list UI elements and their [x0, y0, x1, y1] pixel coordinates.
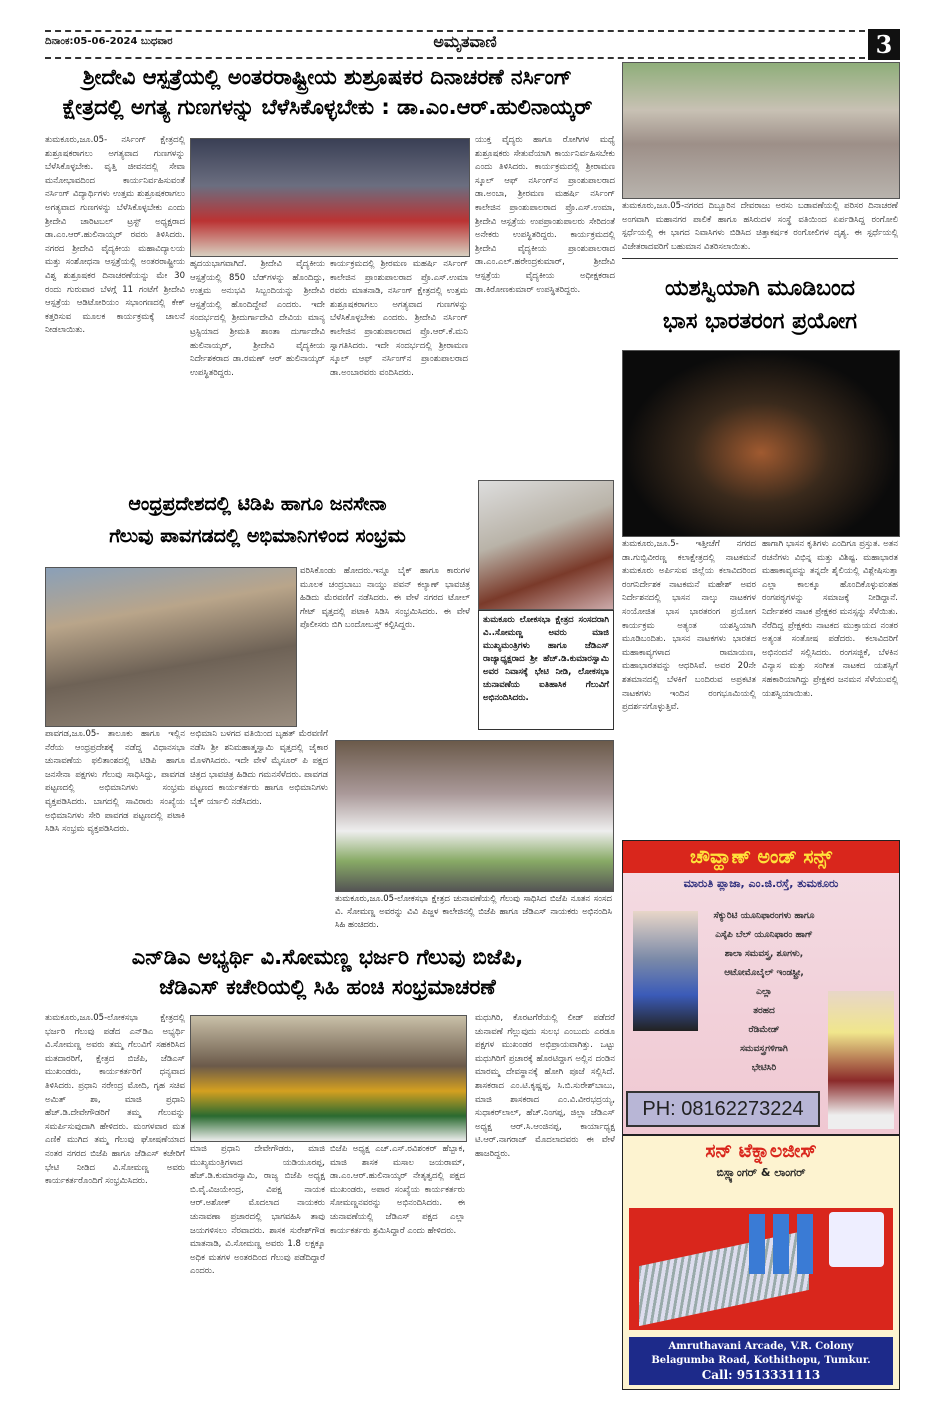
- headline-line: ಆಂಧ್ರಪ್ರದೇಶದಲ್ಲಿ ಟಿಡಿಪಿ ಹಾಗೂ ಜನಸೇನಾ: [128, 493, 387, 515]
- theatre-col2: ಹಾಗಾಗಿ ಭಾಸನ ಕೃತಿಗಳು ಎಂದಿಗೂ ಪ್ರಸ್ತುತ. ಅತನ ರಚನೆಗಳು ವಿಭಿನ್ನ ಮತ್ತು ವಿಶಿಷ್ಟ. ಮಹಾಭಾರತ ಮಹಾಕಾವ್ಯವನ್ನು ತನ್ನದೇ ಶೈಲಿಯಲ್ಲಿ ವಿಶ್ಲೇಷಿಸುತ್ತಾ ಎಲ್ಲಾ ಕಾಲಕ್ಕೂ ಹೊಂದಿಕೊಳ್ಳುವಂತಹ ರಂಗಪಠ್ಯಗಳನ್ನು ಸಮಾಜಕ್ಕೆ ನೀಡಿದ್ದಾನೆ. ನಿರ್ದೇಶಕರ ನಾಟಕ ಪ್ರೇಕ್ಷಕರ ಮನಸ್ಸನ್ನು ಸೆಳೆಯಿತು. ನೆರೆದಿದ್ದ ಪ್ರೇಕ್ಷಕರು ನಾಟಕದ ಮುಕ್ತಾಯದ ನಂತರ ಅತ್ಯಂತ ಸಂತೋಷ ಪಡೆದರು. ಕಲಾವಿದರಿಗೆ ಅಭಿನಂದನೆ ಸಲ್ಲಿಸಿದರು. ರಂಗಸಜ್ಜಿಕೆ, ಬೆಳಕಿನ ವಿನ್ಯಾಸ ಮತ್ತು ಸಂಗೀತ ನಾಟಕದ ಯಶಸ್ಸಿಗೆ ಸಹಕಾರಿಯಾಗಿದ್ದು ಪ್ರೇಕ್ಷಕರ ಜನಮನ ಸೆಳೆಯುವಲ್ಲಿ ಯಶಸ್ವಿಯಾಯಿತು.: [762, 539, 898, 699]
- header-rule-bottom: [45, 57, 865, 59]
- ad1-line: ತರಹದ: [753, 1006, 775, 1016]
- ad1-line: ಎಸ್ಕೆಪಿ ಬೆಲ್ ಯೂನಿಫಾರಂ ಹಾಗ್: [715, 930, 813, 940]
- ad2-address-line: Amruthavani Arcade, V.R. Colony: [668, 1341, 854, 1352]
- article1-headline: [40, 62, 615, 123]
- ad1-line: ಸಮವಸ್ತ್ರಗಳಿಗಾಗಿ: [740, 1044, 788, 1054]
- article3-col2: ಮಾಜಿ ಪ್ರಧಾನಿ ದೇವೇಗೌಡರು, ಮಾಜಿ ಮುಖ್ಯಮಂತ್ರಿಗಳಾದ ಯಡಿಯೂರಪ್ಪ, ಹೆಚ್.ಡಿ.ಕುಮಾರಸ್ವಾಮಿ, ರಾಜ್ಯ ಬಿಜೆಪಿ ಅಧ್ಯಕ್ಷ ಬಿ.ವೈ.ವಿಜಯೇಂದ್ರ, ವಿಪಕ್ಷ ನಾಯಕ ಆರ್.ಅಶೋಕ್ ಮೊದಲಾದ ನಾಯಕರು ಚುನಾವಣಾ ಪ್ರಚಾರದಲ್ಲಿ ಭಾಗವಹಿಸಿ ತಾವು ಜಯಗಳಿಸಲು ನೆರವಾದರು. ಶಾಸಕ ಸುರೇಶ್‌ಗೌಡ ಮಾತನಾಡಿ, ವಿ.ಸೋಮಣ್ಣ ಅವರು 1.8 ಲಕ್ಷಕ್ಕೂ ಅಧಿಕ ಮತಗಳ ಅಂತರದಿಂದ ಗೆಲುವು ಪಡೆದಿದ್ದಾರೆ ಎಂದರು.: [190, 1144, 325, 1277]
- ad2-contact: [629, 1337, 893, 1385]
- ad1-line: ರೆಡಿಮೇಡ್: [748, 1025, 780, 1035]
- article2-col1: ಪಾವಗಡ,ಜೂ.05- ತಾಲೂಕು ಹಾಗೂ ಇಲ್ಲಿನ ನೆರೆಯ ಆಂಧ್ರಪ್ರದೇಶಕ್ಕೆ ನಡೆದ್ದ ವಿಧಾನಸಭಾ ಚುನಾವಣೆಯ ಫಲಿತಾಂಶದಲ್ಲಿ ಟಿಡಿಪಿ ಹಾಗೂ ಜನಸೇನಾ ಪಕ್ಷಗಳು ಗೆಲುವು ಸಾಧಿಸಿದ್ದು, ಪಾವಗಡ ಪಟ್ಟಣದಲ್ಲಿ ಅಭಿಮಾನಿಗಳು ಸಂಭ್ರಮ ವ್ಯಕ್ತಪಡಿಸಿದರು. ಬಾಗದಲ್ಲಿ ಸಾವಿರಾರು ಸಂಖ್ಯೆಯ ಅಭಿಮಾನಿಗಳು ಸೇರಿ ಪಾವಗಡ ಪಟ್ಟಣದಲ್ಲಿ ಪಟಾಕಿ ಸಿಡಿಸಿ ಸಂಭ್ರಮ ವ್ಯಕ್ತಪಡಿಸಿದರು.: [45, 729, 185, 835]
- ad1-phone: PH: 08162273224: [626, 1091, 820, 1127]
- headline-line: ಭಾಸ ಭಾರತರಂಗ ಪ್ರಯೋಗ: [662, 309, 858, 334]
- ad2-call: Call: 9513331113: [701, 1368, 821, 1382]
- ad1-address: ಮಾರುತಿ ಪ್ಲಾಜಾ, ಎಂ.ಜಿ.ರಸ್ತೆ, ತುಮಕೂರು: [683, 877, 839, 890]
- celebration-photo: [190, 1015, 467, 1142]
- article1-col1: ತುಮಕೂರು,ಜೂ.05- ನರ್ಸಿಂಗ್ ಕ್ಷೇತ್ರದಲ್ಲಿ ಶುಶ್ರೂಷಕರಾಗಲು ಅಗತ್ಯವಾದ ಗುಣಗಳನ್ನು ಬೆಳೆಸಿಕೊಳ್ಳಬೇಕು. ವೃತ್ತಿ ಜೀವನದಲ್ಲಿ ಸೇವಾ ಮನೋಭಾವದಿಂದ ಕಾರ್ಯನಿರ್ವಹಿಸುವಂತೆ ನರ್ಸಿಂಗ್ ವಿದ್ಯಾರ್ಥಿಗಳು ಉತ್ತಮ ಶುಶ್ರೂಷಕರಾಗಲು ಅಗತ್ಯವಾದ ಗುಣಗಳನ್ನು ಬೆಳೆಸಿಕೊಳ್ಳಬೇಕು ಎಂದು ಶ್ರೀದೇವಿ ಚಾರಿಟಬಲ್ ಟ್ರಸ್ಟ್ ಅಧ್ಯಕ್ಷರಾದ ಡಾ.ಎಂ.ಆರ್.ಹುಲಿನಾಯ್ಕರ್ ರವರು ತಿಳಿಸಿದರು. ನಗರದ ಶ್ರೀದೇವಿ ವೈದ್ಯಕೀಯ ಮಹಾವಿದ್ಯಾಲಯ ಮತ್ತು ಸಂಶೋಧನಾ ಆಸ್ಪತ್ರೆಯಲ್ಲಿ ಅಂತರರಾಷ್ಟ್ರೀಯ ವಿಶ್ವ ಶುಶ್ರೂಷಕರ ದಿನಾಚರಣೆಯನ್ನು ಮೇ 30 ರಂದು ಗುರುವಾರ ಬೆಳಗ್ಗೆ 11 ಗಂಟೆಗೆ ಶ್ರೀದೇವಿ ಆಸ್ಪತ್ರೆಯ ಆಡಿಟೋರಿಯಂ ಸಭಾಂಗಣದಲ್ಲಿ ಕೇಕ್ ಕತ್ತರಿಸುವ ಮೂಲಕ ಕಾರ್ಯಕ್ರಮಕ್ಕೆ ಚಾಲನೆ ನೀಡಲಾಯಿತು.: [45, 135, 185, 336]
- kumaraswamy-visit-photo: [478, 480, 614, 610]
- headline-line: ಗೆಲುವು ಪಾವಗಡದಲ್ಲಿ ಅಭಿಮಾನಿಗಳಿಂದ ಸಂಭ್ರಮ: [109, 525, 406, 548]
- theatre-col1: ತುಮಕೂರು,ಜೂ.5- ಇತ್ತೀಚೆಗೆ ನಗರದ ಡಾ.ಗುಬ್ಬಿವೀರಣ್ಣ ಕಲಾಕ್ಷೇತ್ರದಲ್ಲಿ ನಾಟಕಮನೆ ತುಮಕೂರು ಅರ್ಪಿಸುವ ಜಿಲ್ಲೆಯ ಕಲಾವಿದರಿಂದ ರಂಗನಿರ್ದೇಶಕ ನಾಟಕಮನೆ ಮಹೇಶ್ ಅವರ ನಿರ್ದೇಶನದಲ್ಲಿ ಭಾಸನ ನಾಲ್ಕು ನಾಟಕಗಳ ಸಂಯೋಜಿತ ಭಾಸ ಭಾರತರಂಗ ಪ್ರಯೋಗ ಕಾರ್ಯಕ್ರಮ ಅತ್ಯಂತ ಯಶಸ್ವಿಯಾಗಿ ಮೂಡಿಬಂದಿತು. ಭಾಸನ ನಾಟಕಗಳು ಭಾರತದ ಮಹಾಕಾವ್ಯಗಳಾದ ರಾಮಾಯಣ, ಮಹಾಭಾರತವನ್ನು ಆಧರಿಸಿವೆ. ಅವರ 20ನೇ ಶತಮಾನದಲ್ಲಿ ಬೆಳಕಿಗೆ ಬಂದಿರುವ ಅಪ್ರಕಟಿತ ನಾಟಕಗಳು ಇಂದಿನ ರಂಗಭೂಮಿಯಲ್ಲಿ ಪ್ರದರ್ಶನಗೊಳ್ಳುತ್ತಿವೆ.: [622, 539, 756, 713]
- ad1-line: ಆಟೋಮೊಬೈಲ್ ಇಂಡಸ್ಟ್ರೀ,: [724, 968, 804, 978]
- headline-line: ಕ್ಷೇತ್ರದಲ್ಲಿ ಅಗತ್ಯ ಗುಣಗಳನ್ನು ಬೆಳೆಸಿಕೊಳ್ಳಬೇಕು : ಡಾ.ಎಂ.ಆರ್.ಹುಲಿನಾಯ್ಕರ್: [62, 95, 593, 120]
- article3-col1: ತುಮಕೂರು,ಜೂ.05-ಲೋಕಸಭಾ ಕ್ಷೇತ್ರದಲ್ಲಿ ಭರ್ಜರಿ ಗೆಲುವು ಪಡೆದ ಎನ್‌ಡಿಎ ಅಭ್ಯರ್ಥಿ ವಿ.ಸೋಮಣ್ಣ ಅವರು ತಮ್ಮ ಗೆಲುವಿಗೆ ಸಹಕರಿಸಿದ ಮತದಾರರಿಗೆ, ಕ್ಷೇತ್ರದ ಬಿಜೆಪಿ, ಜೆಡಿಎಸ್ ಮುಖಂಡರು, ಕಾರ್ಯಕರ್ತರಿಗೆ ಧನ್ಯವಾದ ತಿಳಿಸಿದರು. ಪ್ರಧಾನಿ ನರೇಂದ್ರ ಮೋದಿ, ಗೃಹ ಸಚಿವ ಅಮಿತ್ ಶಾ, ಮಾಜಿ ಪ್ರಧಾನಿ ಹೆಚ್.ಡಿ.ದೇವೇಗೌಡರಿಗೆ ತಮ್ಮ ಗೆಲುವನ್ನು ಸಮರ್ಪಿಸುವುದಾಗಿ ಹೇಳಿದರು. ಮಂಗಳವಾರ ಮತ ಎಣಿಕೆ ಮುಗಿದ ತಮ್ಮ ಗೆಲುವು ಘೋಷಣೆಯಾದ ನಂತರ ನಗರದ ಬಿಜೆಪಿ ಹಾಗೂ ಜೆಡಿಎಸ್ ಕಚೇರಿಗೆ ಭೇಟಿ ನೀಡಿದ ವಿ.ಸೋಮಣ್ಣ ಅವರು ಕಾರ್ಯಕರ್ತರೊಂದಿಗೆ ಸಂಭ್ರಮಿಸಿದರು.: [45, 1013, 185, 1187]
- ad1-line: ಸೆಕ್ಯುರಿಟಿ ಯೂನಿಫಾರಂಗಳು ಹಾಗೂ: [713, 911, 815, 921]
- issue-date: ದಿನಾಂಕ:05-06-2024 ಬುಧವಾರ: [45, 36, 173, 47]
- article2-col-right: ವರಿಸಿಕೊಂಡು ಹೋದರು.ಇನ್ನೂ ಬೈಕ್ ಹಾಗೂ ಕಾರುಗಳ ಮೂಲಕ ಚಂದ್ರಬಾಬು ನಾಯ್ಡು ಪವನ್ ಕಲ್ಯಾಣ್ ಭಾವಚಿತ್ರ ಹಿಡಿದು ಮೆರವಣಿಗೆ ನಡೆಸಿದರು. ಈ ವೇಳೆ ನಗರದ ಟೋಲ್ ಗೇಟ್ ವೃತ್ತದಲ್ಲಿ ಪಟಾಕಿ ಸಿಡಿಸಿ ಸಂಭ್ರಮಿಸಿದರು. ಈ ವೇಳೆ ಪೊಲೀಸರು ಬಿಗಿ ಬಂದೋಬಸ್ತ್ ಕಲ್ಪಿಸಿದ್ದರು.: [300, 566, 470, 631]
- masthead: ಅಮೃತವಾಣಿ: [433, 32, 497, 51]
- ad1-uniform-kids-image: [633, 911, 698, 1031]
- page-number: 3: [868, 29, 900, 60]
- headline-line: ಎನ್‌ಡಿಎ ಅಭ್ಯರ್ಥಿ ವಿ.ಸೋಮಣ್ಣ ಭರ್ಜರಿ ಗೆಲುವು ಬಿಜೆಪಿ,: [131, 945, 524, 969]
- ad2-product-panel: [629, 1208, 893, 1330]
- somanna-group-caption: ತುಮಕೂರು,ಜೂ.05-ಲೋಕಸಭಾ ಕ್ಷೇತ್ರದ ಚುನಾವಣೆಯಲ್ಲಿ ಗೆಲುವು ಸಾಧಿಸಿದ ಬಿಜೆಪಿ ನೂತನ ಸಂಸದ ವಿ. ಸೋಮಣ್ಣ ಅವರನ್ನು ವಿವಿ ಪಿಜ್ಜಳ ಕಾಲೇಜಿನಲ್ಲಿ ಬಿಜೆಪಿ ಹಾಗೂ ಜೆಡಿಎಸ್ ನಾಯಕರು ಅಭಿನಂದಿಸಿ ಸಿಹಿ ಹಂಚಿದರು.: [335, 894, 612, 930]
- somanna-group-photo: [335, 740, 614, 892]
- ad2-address-line: Belagumba Road, Kothithopu, Tumkur.: [651, 1355, 871, 1366]
- headline-line: ಶ್ರೀದೇವಿ ಆಸ್ಪತ್ರೆಯಲ್ಲಿ ಅಂತರರಾಷ್ಟ್ರೀಯ ಶುಶ್ರೂಷಕರ ದಿನಾಚರಣೆ ನರ್ಸಿಂಗ್: [82, 65, 573, 89]
- headline-line: ಯಶಸ್ವಿಯಾಗಿ ಮೂಡಿಬಂದ: [665, 276, 855, 301]
- water-filter-image: [749, 1214, 819, 1274]
- article2-col2: ಅಭಿಮಾನಿ ಬಳಗದ ವತಿಯಿಂದ ಬೃಹತ್ ಮೆರವಣಿಗೆ ನಡೆಸಿ ಶ್ರೀ ಶನಿಮಹಾತ್ಮಸ್ವಾಮಿ ವೃತ್ತದಲ್ಲಿ ಜೈಕಾರ ಮೊಳಗಿಸಿದರು. ಇದೇ ವೇಳೆ ಮೈಸೂರ್ ಪಿ ಪಕ್ಷದ ಚಿತ್ರದ ಭಾವಚಿತ್ರ ಹಿಡಿದು ಗಮನಸೆಳೆದರು. ಪಾವಗಡ ಪಟ್ಟಣದ ಕಾರ್ಯಕರ್ತರು ಹಾಗೂ ಅಭಿಮಾನಿಗಳು ಬೈಕ್ ರ್ಯಾಲಿ ನಡೆಸಿದರು.: [190, 729, 328, 807]
- ad2-title: ಸನ್ ಟೆಕ್ನಾಲಜೀಸ್: [705, 1140, 817, 1162]
- ad1-line: ಶಾಲಾ ಸಮವಸ್ತ್ರ, ಶೂಗಳು,: [724, 949, 804, 959]
- nursing-day-photo: [190, 138, 470, 257]
- article3-col4: ಮಧುಗಿರಿ, ಕೊರಟಗೆರೆಯಲ್ಲಿ ಲೀಡ್ ಪಡೆದರೆ ಚುನಾವಣೆ ಗೆಲ್ಲುವುದು ಸುಲಭ ಎಂಬುದು ಎರಡೂ ಪಕ್ಷಗಳ ಮುಖಂಡರ ಅಭಿಪ್ರಾಯವಾಗಿತ್ತು. ಒಟ್ಟು ಮಧುಗಿರಿಗೆ ಪ್ರಚಾರಕ್ಕೆ ಹೊರಟಿದ್ದಾಗ ಅಲ್ಲಿನ ದಂಡಿನ ಮಾರಮ್ಮ ದೇವಸ್ಥಾನಕ್ಕೆ ಹೋಗಿ ಪೂಜೆ ಸಲ್ಲಿಸಿದೆ. ಶಾಸಕರಾದ ಎಂ.ಟಿ.ಕೃಷ್ಣಪ್ಪ, ಸಿ.ಬಿ.ಸುರೇಶ್‌ಬಾಬು, ಮಾಜಿ ಶಾಸಕರಾದ ಎಂ.ವಿ.ವೀರಭದ್ರಯ್ಯ, ಸುಧಾಕರ್‌ಲಾಲ್, ಹೆಚ್.ನಿಂಗಪ್ಪ, ಜಿಲ್ಲಾ ಜೆಡಿಎಸ್ ಅಧ್ಯಕ್ಷ ಆರ್.ಸಿ.ಆಂಜಿನಪ್ಪ, ಕಾರ್ಯಾಧ್ಯಕ್ಷ ಟಿ.ಆರ್.ನಾಗರಾಜ್ ಮೊದಲಾದವರು ಈ ವೇಳೆ ಹಾಜರಿದ್ದರು.: [475, 1013, 615, 1159]
- rangoli-photo: [622, 62, 900, 199]
- rangoli-caption: ತುಮಕೂರು,ಜೂ.05-ನಗರದ ದಿಬ್ಬೂರಿನ ದೇವರಾಜು ಅರಸು ಬಡಾವಣೆಯಲ್ಲಿ ಪರಿಸರ ದಿನಾಚರಣೆ ಅಂಗವಾಗಿ ಮಹಾನಗರ ಪಾಲಿಕೆ ಹಾಗೂ ಹಸಿರುದಳ ಸಂಸ್ಥೆ ವತಿಯಿಂದ ಏರ್ಪಡಿಸಿದ್ದ ರಂಗೋಲಿ ಸ್ಪರ್ಧೆಯಲ್ಲಿ ಈ ಭಾಗದ ನಿವಾಸಿಗಳು ಬಿಡಿಸಿದ ಚಿತ್ತಾಕರ್ಷಕ ರಂಗೋಲಿಗಳ ದೃಶ್ಯ. ಈ ಸ್ಪರ್ಧೆಯಲ್ಲಿ ವಿಜೇತರಾದವರಿಗೆ ಬಹುಮಾನ ವಿತರಿಸಲಾಯಿತು.: [622, 201, 898, 252]
- article3-col3: ಬಿಜೆಪಿ ಅಧ್ಯಕ್ಷ ಎಚ್.ಎಸ್.ರವಿಶಂಕರ್ ಹೆಬ್ಬಾಕ, ಮಾಜಿ ಶಾಸಕ ಮಸಾಲ ಜಯರಾಮ್, ಡಾ.ಎಂ.ಆರ್.ಹುಲಿನಾಯ್ಕರ್ ನೇತೃತ್ವದಲ್ಲಿ ಪಕ್ಷದ ಮುಖಂಡರು, ಅಪಾರ ಸಂಖ್ಯೆಯ ಕಾರ್ಯಕರ್ತರು ಸೋಮಣ್ಣನವರನ್ನು ಅಭಿನಂದಿಸಿದರು. ಈ ಚುನಾವಣೆಯಲ್ಲಿ ಜೆಡಿಎಸ್ ಪಕ್ಷದ ಎಲ್ಲಾ ಕಾರ್ಯಕರ್ತರು ಶ್ರಮಿಸಿದ್ದಾರೆ ಎಂದು ಹೇಳಿದರು.: [330, 1144, 465, 1236]
- kumaraswamy-visit-caption: ತುಮಕೂರು ಲೋಕಸಭಾ ಕ್ಷೇತ್ರದ ಸಂಸದರಾಗಿ ವಿ..ಸೋಮಣ್ಣ ಅವರು ಮಾಜಿ ಮುಖ್ಯಮಂತ್ರಿಗಳು ಹಾಗೂ ಜೆಡಿಎಸ್ ರಾಜ್ಯಾಧ್ಯಕ್ಷರಾದ ಶ್ರೀ ಹೆಚ್.ಡಿ.ಕುಮಾರಸ್ವಾಮಿ ಅವರ ನಿವಾಸಕ್ಕೆ ಭೇಟಿ ನೀಡಿ, ಲೋಕಸಭಾ ಚುನಾವಣೆಯ ಐತಿಹಾಸಿಕ ಗೆಲುವಿಗೆ ಅಭಿನಂದಿಸಿದರು.: [478, 610, 614, 730]
- article2-headline: [45, 488, 470, 553]
- chauhan-sons-ad: [622, 840, 900, 1135]
- ad1-line: ಭೇಟಿಸಿರಿ: [751, 1063, 777, 1073]
- ad1-title: ಚೌವ್ಹಾಣ್ ಅಂಡ್ ಸನ್ಸ್: [623, 841, 899, 873]
- ad1-line: ಎಲ್ಲಾ: [756, 987, 772, 997]
- theatre-headline: [622, 272, 898, 338]
- article3-headline: [40, 942, 615, 1003]
- ad1-school-kids-image: [828, 991, 894, 1129]
- article1-col3: ಕಾರ್ಯಕ್ರಮದಲ್ಲಿ ಶ್ರೀರಮಣ ಮಹರ್ಷಿ ನರ್ಸಿಂಗ್ ಕಾಲೇಜಿನ ಪ್ರಾಂಶುಪಾಲರಾದ ಪ್ರೊ.ಎಸ್.ಉಮಾ ರವರು ಮಾತನಾಡಿ, ನರ್ಸಿಂಗ್ ಕ್ಷೇತ್ರದಲ್ಲಿ ಉತ್ತಮ ಶುಶ್ರೂಷಕರಾಗಲು ಅಗತ್ಯವಾದ ಗುಣಗಳನ್ನು ಬೆಳೆಸಿಕೊಳ್ಳಬೇಕು ಎಂದರು. ಶ್ರೀದೇವಿ ನರ್ಸಿಂಗ್ ಕಾಲೇಜಿನ ಪ್ರಾಂಶುಪಾಲರಾದ ಪ್ರೊ.ಆರ್.ಕೆ.ಮನಿ ಸ್ವಾಗತಿಸಿದರು. ಇದೇ ಸಂದರ್ಭದಲ್ಲಿ ಶ್ರೀರಾಮಣ ಸ್ಕೂಲ್ ಆಫ್ ನರ್ಸಿಂಗ್‌ನ ಪ್ರಾಂಶುಪಾಲರಾದ ಡಾ.ಅಂಬಾರವರು ವಂದಿಸಿದರು.: [330, 259, 468, 378]
- headline-line: ಜೆಡಿಎಸ್ ಕಚೇರಿಯಲ್ಲಿ ಸಿಹಿ ಹಂಚಿ ಸಂಭ್ರಮಾಚರಣೆ: [159, 975, 496, 1000]
- ad1-body: [705, 907, 823, 1078]
- ro-purifier-image: [829, 1212, 884, 1267]
- article1-col2: ಹೃದಯಭಾಗವಾಗಿದೆ. ಶ್ರೀದೇವಿ ವೈದ್ಯಕೀಯ ಆಸ್ಪತ್ರೆಯಲ್ಲಿ 850 ಬೆಡ್‌ಗಳನ್ನು ಹೊಂದಿದ್ದು, ಉತ್ತಮ ಅನುಭವಿ ಸಿಬ್ಬಂದಿಯನ್ನು ಶ್ರೀದೇವಿ ಆಸ್ಪತ್ರೆಯಲ್ಲಿ ಹೊಂದಿದ್ದೇವೆ ಎಂದರು. ಇದೇ ಸಂದರ್ಭದಲ್ಲಿ ಶ್ರೀದುರ್ಗಾದೇವಿ ದೇವಿಯ ಮಾನ್ಯ ಟ್ರಸ್ಟಿಯಾದ ಶ್ರೀಮತಿ ಶಾಂತಾ ದುರ್ಗಾದೇವಿ ಹುಲಿನಾಯ್ಕರ್, ಶ್ರೀದೇವಿ ವೈದ್ಯಕೀಯ ನಿರ್ದೇಶಕರಾದ ಡಾ.ರಮಣ್ ಆರ್ ಹುಲಿನಾಯ್ಕರ್ ಉಪಸ್ಥಿತರಿದ್ದರು.: [190, 259, 325, 378]
- article1-col4: ಯುಕ್ತ ವೈದ್ಯರು ಹಾಗೂ ರೋಗಿಗಳ ಮಧ್ಯೆ ಶುಶ್ರೂಷಕರು ಸೇತುವೆಯಾಗಿ ಕಾರ್ಯನಿರ್ವಹಿಸಬೇಕು ಎಂದು ತಿಳಿಸಿದರು. ಕಾರ್ಯಕ್ರಮದಲ್ಲಿ ಶ್ರೀರಾಮಣ ಸ್ಕೂಲ್ ಆಫ್ ನರ್ಸಿಂಗ್‌ನ ಪ್ರಾಂಶುಪಾಲರಾದ ಡಾ.ಅಂಬಾ, ಶ್ರೀರಮಣ ಮಹರ್ಷಿ ನರ್ಸಿಂಗ್ ಕಾಲೇಜಿನ ಪ್ರಾಂಶುಪಾಲರಾದ ಪ್ರೊ.ಎಸ್.ಉಮಾ, ಶ್ರೀದೇವಿ ಆಸ್ಪತ್ರೆಯ ಉಪಪ್ರಾಂಶುಪಾಲರು ಸೇರಿದಂತೆ ಅನೇಕರು ಉಪಸ್ಥಿತರಿದ್ದರು. ಕಾರ್ಯಕ್ರಮದಲ್ಲಿ ಶ್ರೀದೇವಿ ವೈದ್ಯಕೀಯ ಪ್ರಾಂಶುಪಾಲರಾದ ಡಾ.ಎಂ.ಎಲ್.ಹರೇಂದ್ರಕುಮಾರ್, ಶ್ರೀದೇವಿ ಆಸ್ಪತ್ರೆಯ ವೈದ್ಯಕೀಯ ಅಧೀಕ್ಷಕರಾದ ಡಾ.ಕಿರೋಣಕುಮಾರ್ ಉಪಸ್ಥಿತರಿದ್ದರು.: [475, 135, 615, 295]
- ad2-subtitle: ಬಿಸ್ಲ್ಯಾಂಗರ್ & ಲಾಂಗರ್: [716, 1166, 806, 1179]
- sun-technologies-ad: [622, 1135, 900, 1390]
- pavagada-crowd-photo: [45, 567, 297, 727]
- divider: [622, 258, 898, 259]
- theatre-photo: [622, 350, 900, 537]
